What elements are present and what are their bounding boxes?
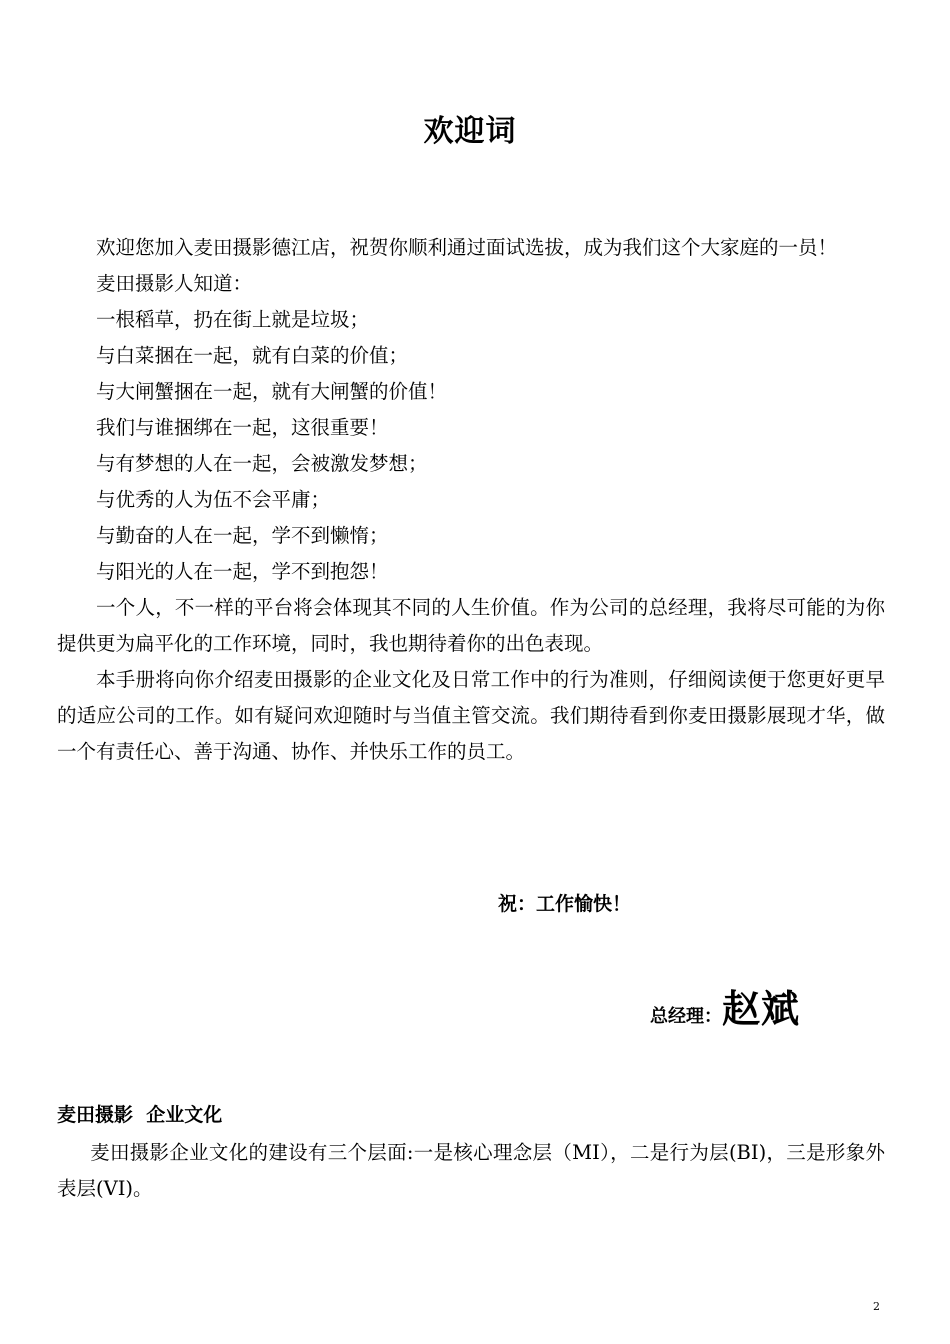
section-paragraph: 麦田摄影企业文化的建设有三个层面:一是核心理念层（MI），二是行为层(BI)，三是形象外表层(VI)。 — [57, 1141, 885, 1200]
paragraph: 麦田摄影人知道： — [96, 272, 253, 295]
paragraph: 我们与谁捆绑在一起，这很重要！ — [96, 416, 389, 439]
page-number: 2 — [873, 1300, 880, 1313]
paragraph: 与大闸蟹捆在一起，就有大闸蟹的价值！ — [96, 380, 448, 403]
signature-title: 总经理： — [650, 1006, 722, 1027]
paragraph: 一个人，不一样的平台将会体现其不同的人生价值。作为公司的总经理，我将尽可能的为你提供更为扁平化的工作环境，同时，我也期待着你的出色表现。 — [57, 596, 885, 655]
paragraph: 欢迎您加入麦田摄影德江店，祝贺你顺利通过面试选拔，成为我们这个大家庭的一员！ — [96, 236, 838, 259]
section-heading: 麦田摄影 企业文化 — [57, 1104, 223, 1126]
paragraph: 与有梦想的人在一起，会被激发梦想； — [96, 452, 428, 475]
paragraph: 本手册将向你介绍麦田摄影的企业文化及日常工作中的行为准则，仔细阅读便于您更好更早的适应公司的工作。如有疑问欢迎随时与当值主管交流。我们期待看到你麦田摄影展现才华，做一个有责任心、善于沟通、协作、并快乐工作的员工。 — [57, 668, 885, 763]
paragraph: 与勤奋的人在一起，学不到懒惰； — [96, 524, 389, 547]
paragraph: 与阳光的人在一起，学不到抱怨！ — [96, 560, 389, 583]
paragraph: 与白菜捆在一起，就有白菜的价值； — [96, 344, 409, 367]
paragraph: 一根稻草，扔在街上就是垃圾； — [96, 308, 370, 331]
signature-name: 赵斌 — [722, 987, 801, 1031]
paragraph: 与优秀的人为伍不会平庸； — [96, 488, 331, 511]
signature-block — [650, 978, 800, 1033]
closing-wish: 祝：工作愉快！ — [498, 893, 632, 915]
page-title: 欢迎词 — [423, 114, 517, 149]
welcome-letter-body — [57, 230, 885, 770]
